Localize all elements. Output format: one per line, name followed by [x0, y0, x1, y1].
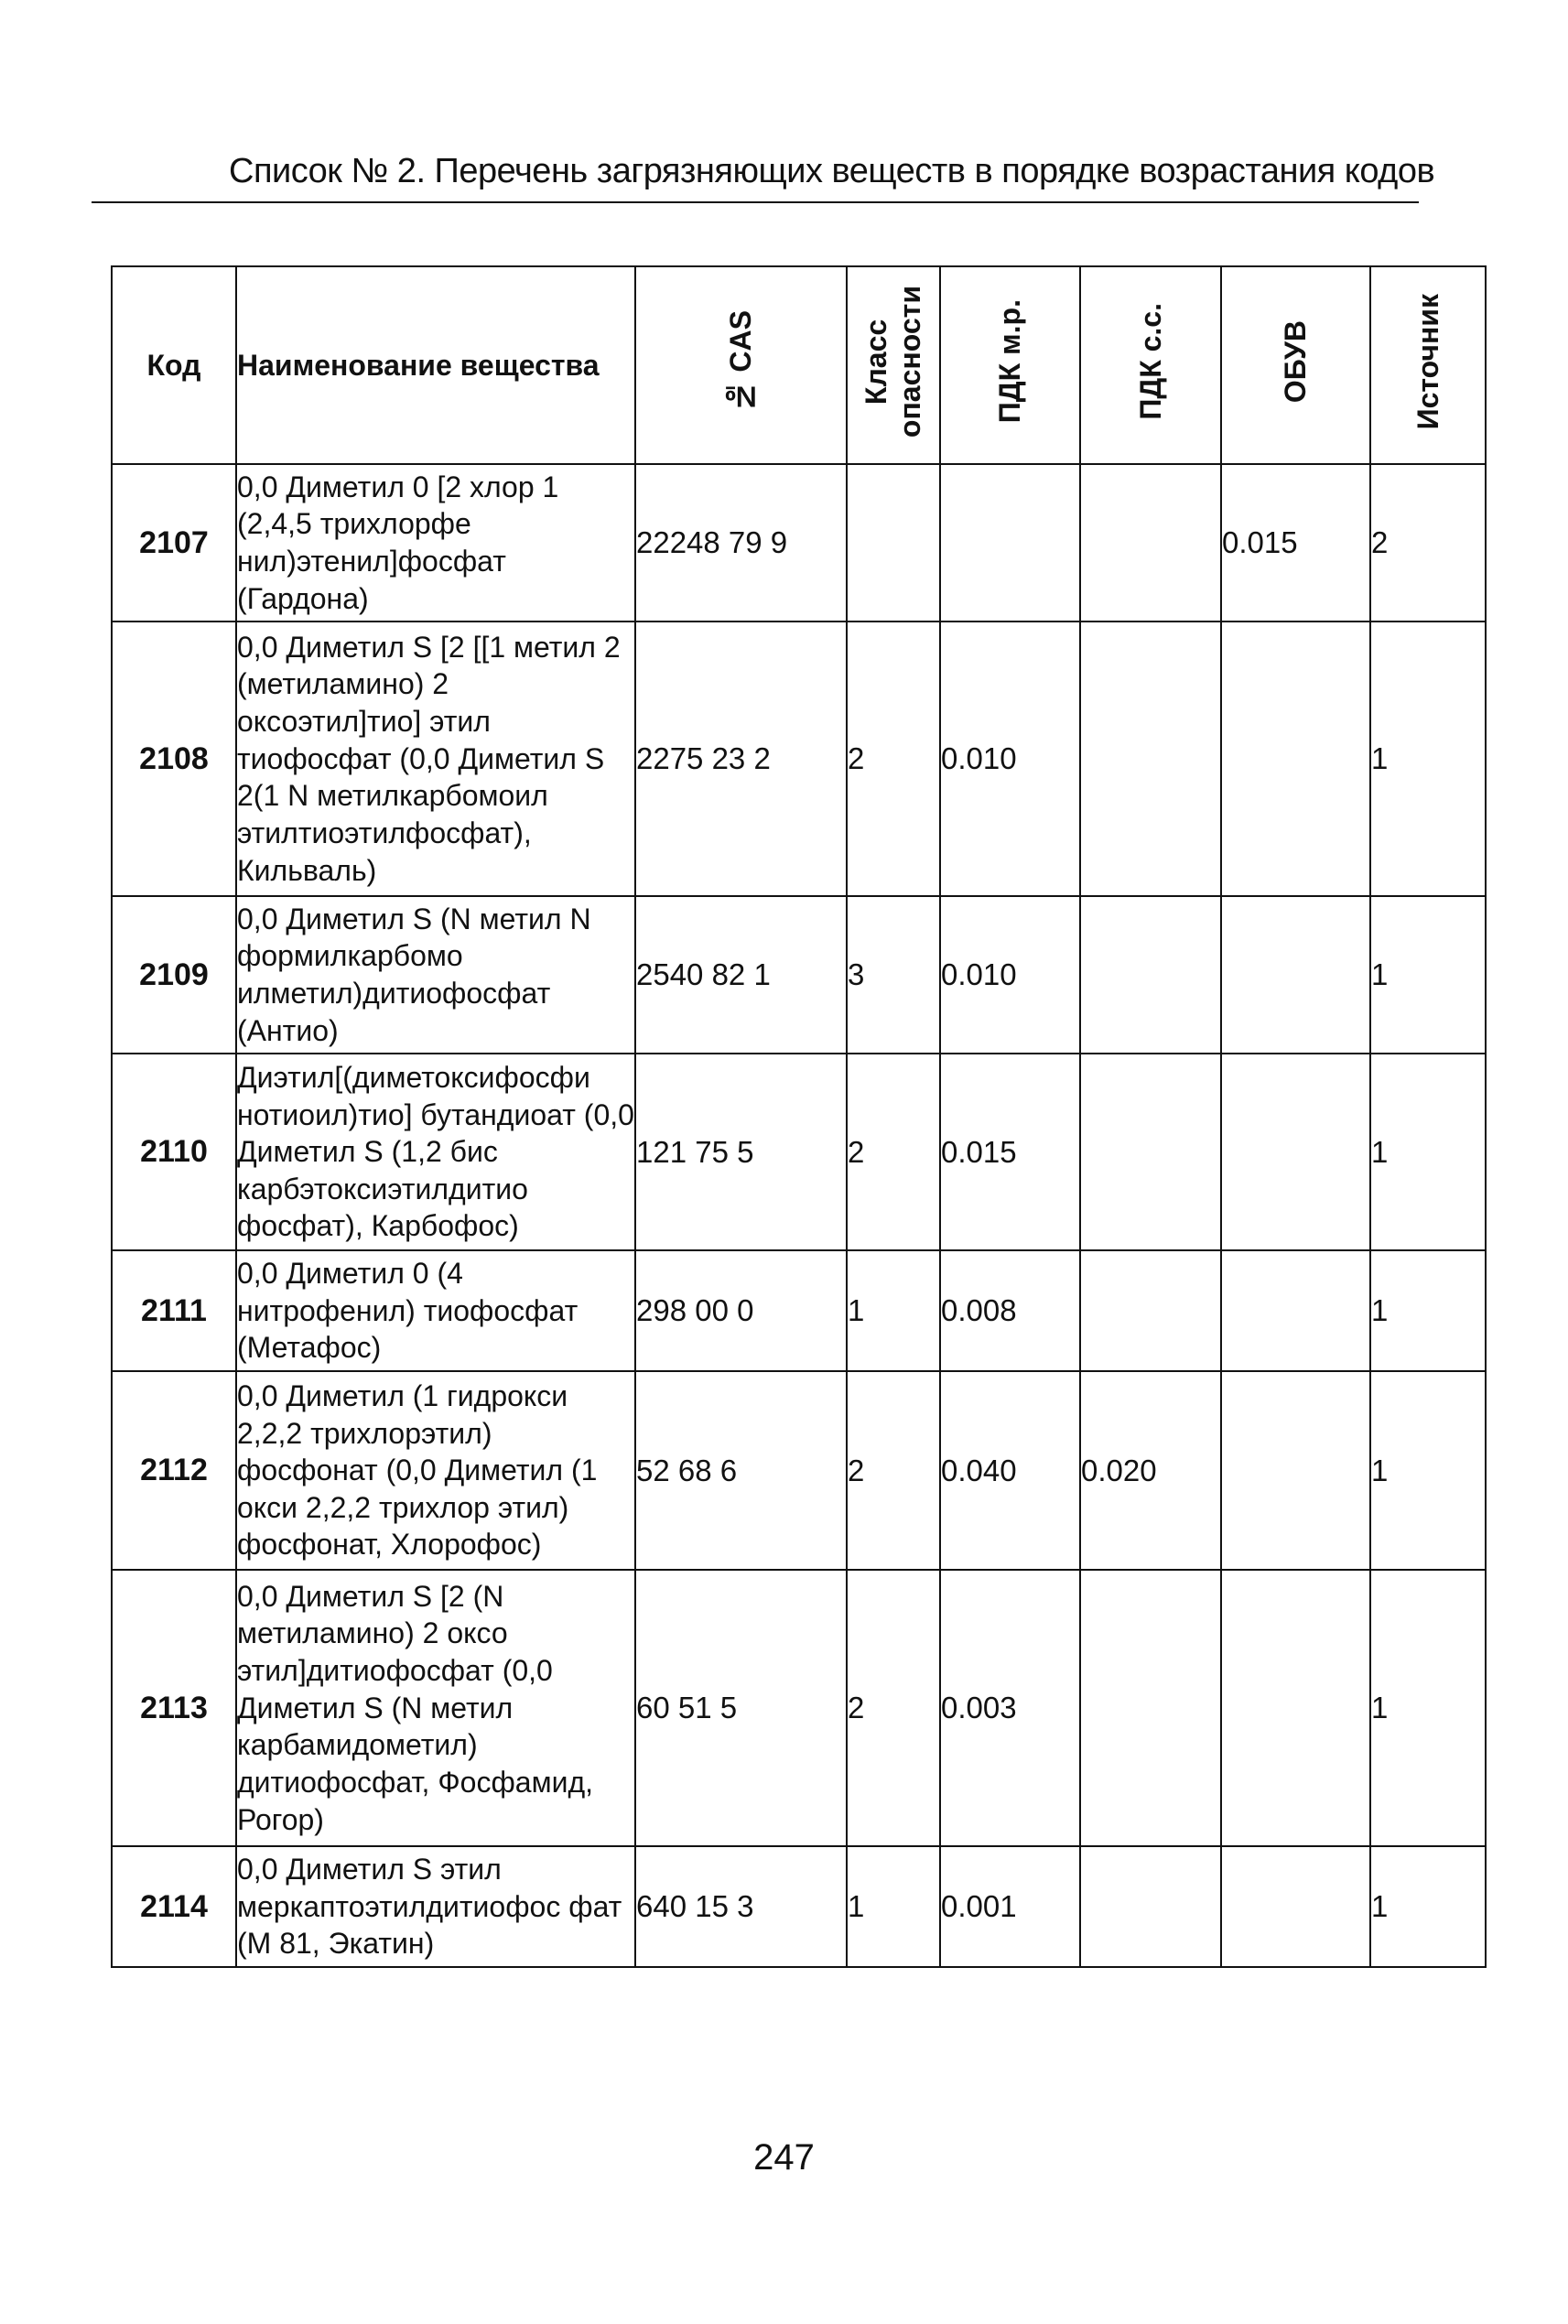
cell-pdk-mr: 0.040	[940, 1371, 1080, 1570]
cell-pdk-ss	[1080, 464, 1221, 622]
cell-pdk-ss	[1080, 622, 1221, 896]
col-header-hazard-class	[847, 266, 940, 464]
cell-name: 0,0 Диметил S (N метил N формилкарбомо илметил)дитиофосфат (Антио)	[236, 896, 635, 1054]
cell-obuv: 0.015	[1221, 464, 1370, 622]
cell-code: 2111	[112, 1250, 236, 1371]
cell-pdk-mr: 0.001	[940, 1846, 1080, 1967]
cell-hazard: 2	[847, 1054, 940, 1250]
table-row	[112, 622, 1486, 896]
cell-name: 0,0 Диметил 0 [2 хлор 1 (2,4,5 трихлорфе нил)этенил]фосфат (Гардона)	[236, 464, 635, 622]
cell-name: Диэтил[(диметоксифосфи нотиоил)тио] бутандиоат (0,0 Диметил S (1,2 бис карбэтоксиэтилдитио фосфат), Карбофос)	[236, 1054, 635, 1250]
cell-cas: 2540 82 1	[635, 896, 847, 1054]
cell-obuv	[1221, 1250, 1370, 1371]
table-row	[112, 896, 1486, 1054]
cell-code: 2109	[112, 896, 236, 1054]
cell-obuv	[1221, 1054, 1370, 1250]
col-header-cas-label: № CAS	[724, 309, 758, 414]
col-header-source-label: Источник	[1411, 293, 1444, 430]
cell-cas: 298 00 0	[635, 1250, 847, 1371]
cell-cas: 121 75 5	[635, 1054, 847, 1250]
cell-obuv	[1221, 1846, 1370, 1967]
cell-pdk-ss	[1080, 1250, 1221, 1371]
cell-source: 1	[1370, 1371, 1486, 1570]
col-header-pdk-ss-label: ПДК с.с.	[1133, 303, 1167, 420]
cell-name: 0,0 Диметил S [2 (N метиламино) 2 оксо этил]дитиофосфат (0,0 Диметил S (N метил карбамидометил) дитиофосфат, Фосфамид, Рогор)	[236, 1570, 635, 1846]
cell-code: 2112	[112, 1371, 236, 1570]
cell-source: 2	[1370, 464, 1486, 622]
cell-name: 0,0 Диметил S этил меркаптоэтилдитиофос фат (М 81, Экатин)	[236, 1846, 635, 1967]
cell-pdk-ss	[1080, 1846, 1221, 1967]
cell-obuv	[1221, 622, 1370, 896]
cell-pdk-mr	[940, 464, 1080, 622]
cell-code: 2114	[112, 1846, 236, 1967]
cell-hazard: 2	[847, 1570, 940, 1846]
table-row	[112, 1054, 1486, 1250]
col-header-name: Наименование вещества	[236, 266, 635, 464]
cell-pdk-ss	[1080, 896, 1221, 1054]
col-header-hazard-label	[860, 286, 927, 438]
cell-source: 1	[1370, 1054, 1486, 1250]
cell-hazard: 1	[847, 1846, 940, 1967]
cell-pdk-ss	[1080, 1570, 1221, 1846]
col-header-pdk-mr-label: ПДК м.р.	[993, 299, 1027, 424]
page-number: 247	[753, 2137, 815, 2178]
cell-pdk-mr: 0.010	[940, 896, 1080, 1054]
col-header-hazard-line2: опасности	[893, 285, 926, 438]
table-row	[112, 1371, 1486, 1570]
col-header-hazard-line1: Класс	[860, 319, 893, 405]
col-header-pdk-mr	[940, 266, 1080, 464]
table-row	[112, 1570, 1486, 1846]
cell-code: 2110	[112, 1054, 236, 1250]
col-header-obuv-label: ОБУВ	[1279, 319, 1313, 404]
cell-source: 1	[1370, 1846, 1486, 1967]
page-header	[92, 146, 1435, 203]
col-header-source	[1370, 266, 1486, 464]
cell-cas: 2275 23 2	[635, 622, 847, 896]
cell-cas: 52 68 6	[635, 1371, 847, 1570]
cell-pdk-mr: 0.015	[940, 1054, 1080, 1250]
table-row	[112, 1846, 1486, 1967]
cell-pdk-mr: 0.003	[940, 1570, 1080, 1846]
cell-hazard	[847, 464, 940, 622]
cell-pdk-mr: 0.008	[940, 1250, 1080, 1371]
cell-code: 2107	[112, 464, 236, 622]
cell-cas: 640 15 3	[635, 1846, 847, 1967]
col-header-code: Код	[112, 266, 236, 464]
cell-source: 1	[1370, 1250, 1486, 1371]
cell-pdk-ss: 0.020	[1080, 1371, 1221, 1570]
table-row	[112, 1250, 1486, 1371]
cell-name: 0,0 Диметил (1 гидрокси 2,2,2 трихлорэтил) фосфонат (0,0 Диметил (1 окси 2,2,2 трихлор этил) фосфонат, Хлорофос)	[236, 1371, 635, 1570]
cell-obuv	[1221, 1570, 1370, 1846]
col-header-cas	[635, 266, 847, 464]
cell-obuv	[1221, 896, 1370, 1054]
cell-hazard: 1	[847, 1250, 940, 1371]
cell-hazard: 3	[847, 896, 940, 1054]
cell-pdk-mr: 0.010	[940, 622, 1080, 896]
col-header-obuv	[1221, 266, 1370, 464]
cell-cas: 60 51 5	[635, 1570, 847, 1846]
cell-code: 2113	[112, 1570, 236, 1846]
col-header-pdk-ss	[1080, 266, 1221, 464]
cell-hazard: 2	[847, 1371, 940, 1570]
table-header-row	[112, 266, 1486, 464]
cell-source: 1	[1370, 622, 1486, 896]
cell-source: 1	[1370, 1570, 1486, 1846]
cell-obuv	[1221, 1371, 1370, 1570]
table-row	[112, 464, 1486, 622]
cell-name: 0,0 Диметил S [2 [[1 метил 2 (метиламино) 2 оксоэтил]тио] этил тиофосфат (0,0 Диметил S 2(1 N метилкарбомоил этилтиоэтилфосфат), Кильваль)	[236, 622, 635, 896]
cell-pdk-ss	[1080, 1054, 1221, 1250]
cell-source: 1	[1370, 896, 1486, 1054]
cell-cas: 22248 79 9	[635, 464, 847, 622]
substances-table	[111, 265, 1487, 1968]
page-title: Список № 2. Перечень загрязняющих веществ в порядке возрастания кодов	[229, 152, 1435, 190]
cell-hazard: 2	[847, 622, 940, 896]
cell-code: 2108	[112, 622, 236, 896]
cell-name: 0,0 Диметил 0 (4 нитрофенил) тиофосфат (Метафос)	[236, 1250, 635, 1371]
